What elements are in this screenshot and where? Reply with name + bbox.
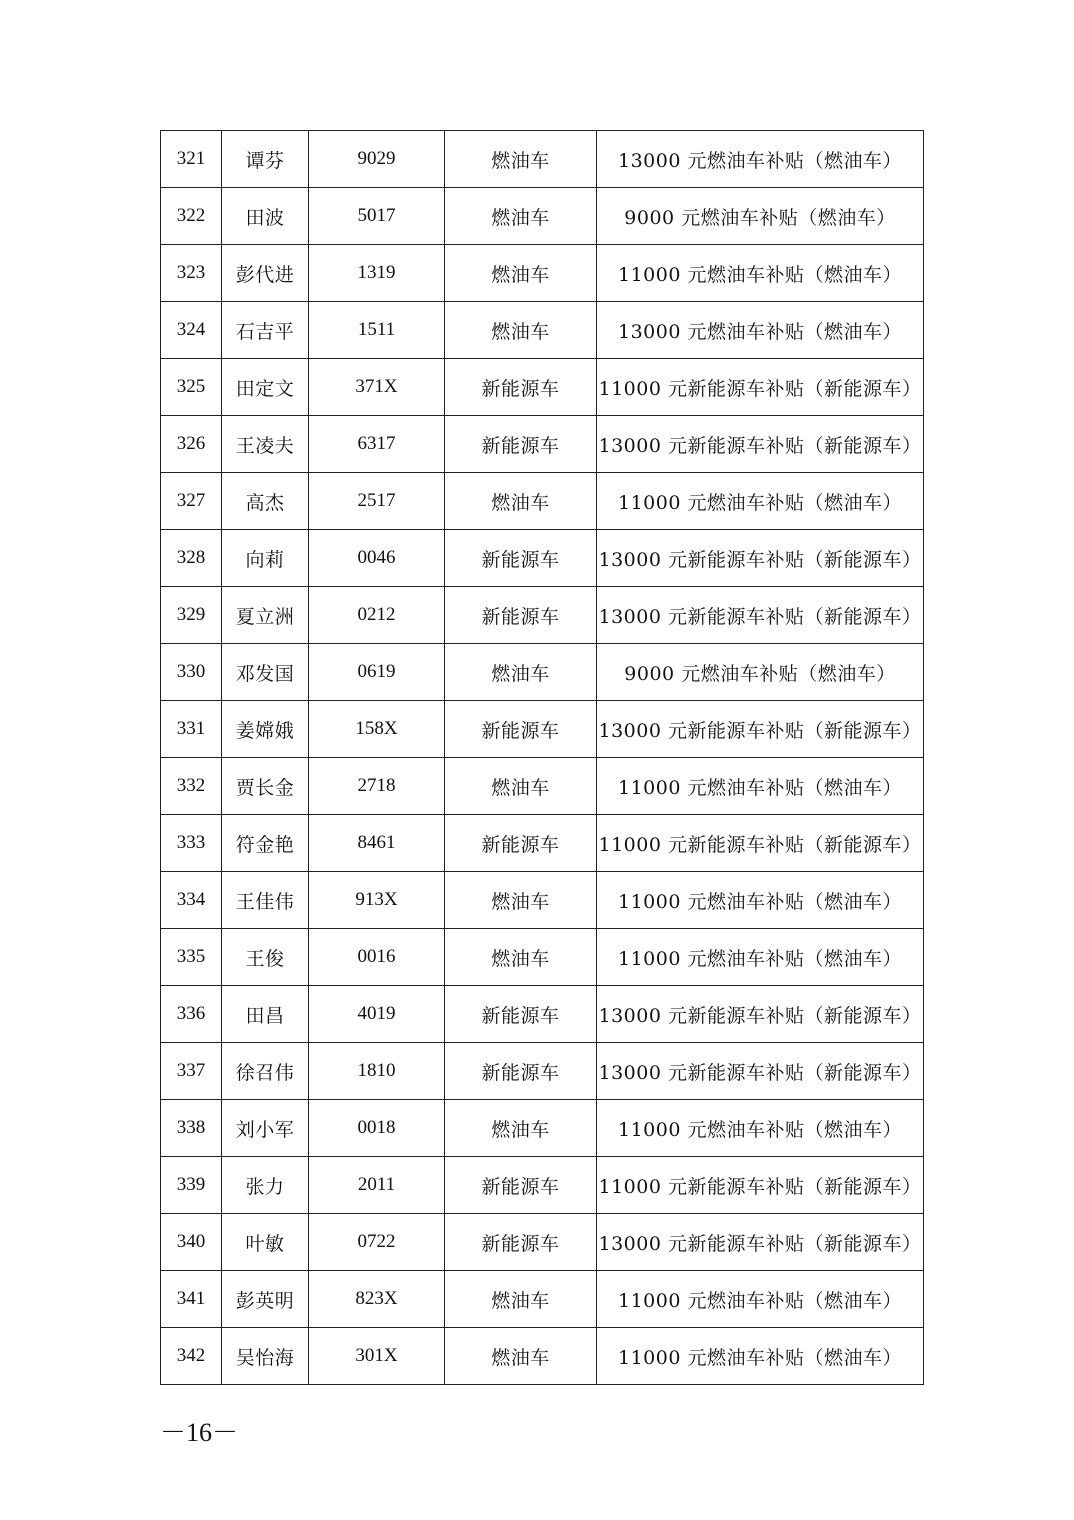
- row-number-cell: 322: [161, 188, 222, 245]
- table-row: [161, 1328, 924, 1385]
- table-row: [161, 416, 924, 473]
- row-number-cell: 326: [161, 416, 222, 473]
- row-number-cell: 334: [161, 872, 222, 929]
- table-row: [161, 701, 924, 758]
- row-number-cell: 329: [161, 587, 222, 644]
- applicant-name-cell: 符金艳: [222, 815, 309, 872]
- subsidy-cell: 13000 元新能源车补贴（新能源车）: [597, 701, 924, 758]
- row-number-cell: 337: [161, 1043, 222, 1100]
- id-suffix-cell: 0722: [309, 1214, 445, 1271]
- row-number-cell: 336: [161, 986, 222, 1043]
- table-row: [161, 587, 924, 644]
- vehicle-type-cell: 新能源车: [445, 416, 597, 473]
- applicant-name-cell: 彭代进: [222, 245, 309, 302]
- vehicle-type-cell: 新能源车: [445, 986, 597, 1043]
- applicant-name-cell: 王凌夫: [222, 416, 309, 473]
- table-row: [161, 1214, 924, 1271]
- subsidy-cell: 11000 元燃油车补贴（燃油车）: [597, 1271, 924, 1328]
- vehicle-type-cell: 燃油车: [445, 131, 597, 188]
- subsidy-cell: 11000 元燃油车补贴（燃油车）: [597, 245, 924, 302]
- vehicle-type-cell: 新能源车: [445, 815, 597, 872]
- id-suffix-cell: 913X: [309, 872, 445, 929]
- vehicle-type-cell: 燃油车: [445, 758, 597, 815]
- table-row: [161, 131, 924, 188]
- id-suffix-cell: 0018: [309, 1100, 445, 1157]
- id-suffix-cell: 301X: [309, 1328, 445, 1385]
- subsidy-cell: 13000 元新能源车补贴（新能源车）: [597, 986, 924, 1043]
- subsidy-cell: 13000 元燃油车补贴（燃油车）: [597, 302, 924, 359]
- id-suffix-cell: 0212: [309, 587, 445, 644]
- table-row: [161, 1271, 924, 1328]
- applicant-name-cell: 贾长金: [222, 758, 309, 815]
- subsidy-cell: 13000 元新能源车补贴（新能源车）: [597, 1214, 924, 1271]
- vehicle-type-cell: 燃油车: [445, 245, 597, 302]
- id-suffix-cell: 2011: [309, 1157, 445, 1214]
- vehicle-type-cell: 新能源车: [445, 701, 597, 758]
- vehicle-type-cell: 新能源车: [445, 1157, 597, 1214]
- applicant-name-cell: 徐召伟: [222, 1043, 309, 1100]
- applicant-name-cell: 彭英明: [222, 1271, 309, 1328]
- table-row: [161, 245, 924, 302]
- applicant-name-cell: 吴怡海: [222, 1328, 309, 1385]
- vehicle-type-cell: 新能源车: [445, 1214, 597, 1271]
- applicant-name-cell: 王佳伟: [222, 872, 309, 929]
- id-suffix-cell: 6317: [309, 416, 445, 473]
- roster-body: [161, 131, 924, 1385]
- subsidy-cell: 11000 元燃油车补贴（燃油车）: [597, 1328, 924, 1385]
- applicant-name-cell: 田波: [222, 188, 309, 245]
- table-row: [161, 1100, 924, 1157]
- id-suffix-cell: 1319: [309, 245, 445, 302]
- table-row: [161, 359, 924, 416]
- subsidy-cell: 13000 元新能源车补贴（新能源车）: [597, 530, 924, 587]
- page-number: －16－: [160, 1418, 239, 1447]
- applicant-name-cell: 王俊: [222, 929, 309, 986]
- subsidy-cell: 11000 元燃油车补贴（燃油车）: [597, 473, 924, 530]
- row-number-cell: 338: [161, 1100, 222, 1157]
- id-suffix-cell: 2718: [309, 758, 445, 815]
- id-suffix-cell: 1511: [309, 302, 445, 359]
- id-suffix-cell: 0016: [309, 929, 445, 986]
- row-number-cell: 335: [161, 929, 222, 986]
- row-number-cell: 333: [161, 815, 222, 872]
- id-suffix-cell: 8461: [309, 815, 445, 872]
- vehicle-type-cell: 燃油车: [445, 1100, 597, 1157]
- subsidy-cell: 13000 元新能源车补贴（新能源车）: [597, 1043, 924, 1100]
- applicant-name-cell: 邓发国: [222, 644, 309, 701]
- vehicle-type-cell: 燃油车: [445, 473, 597, 530]
- vehicle-type-cell: 燃油车: [445, 188, 597, 245]
- id-suffix-cell: 1810: [309, 1043, 445, 1100]
- vehicle-type-cell: 新能源车: [445, 1043, 597, 1100]
- id-suffix-cell: 9029: [309, 131, 445, 188]
- vehicle-type-cell: 新能源车: [445, 359, 597, 416]
- row-number-cell: 330: [161, 644, 222, 701]
- vehicle-type-cell: 燃油车: [445, 1328, 597, 1385]
- table-row: [161, 986, 924, 1043]
- applicant-name-cell: 刘小军: [222, 1100, 309, 1157]
- id-suffix-cell: 158X: [309, 701, 445, 758]
- row-number-cell: 341: [161, 1271, 222, 1328]
- row-number-cell: 331: [161, 701, 222, 758]
- subsidy-cell: 11000 元新能源车补贴（新能源车）: [597, 815, 924, 872]
- applicant-name-cell: 田昌: [222, 986, 309, 1043]
- vehicle-type-cell: 新能源车: [445, 530, 597, 587]
- id-suffix-cell: 0619: [309, 644, 445, 701]
- applicant-name-cell: 叶敏: [222, 1214, 309, 1271]
- row-number-cell: 328: [161, 530, 222, 587]
- subsidy-cell: 11000 元燃油车补贴（燃油车）: [597, 872, 924, 929]
- table-row: [161, 929, 924, 986]
- row-number-cell: 323: [161, 245, 222, 302]
- id-suffix-cell: 823X: [309, 1271, 445, 1328]
- applicant-name-cell: 向莉: [222, 530, 309, 587]
- row-number-cell: 342: [161, 1328, 222, 1385]
- applicant-name-cell: 谭芬: [222, 131, 309, 188]
- table-row: [161, 1043, 924, 1100]
- subsidy-cell: 11000 元燃油车补贴（燃油车）: [597, 929, 924, 986]
- id-suffix-cell: 5017: [309, 188, 445, 245]
- subsidy-cell: 13000 元新能源车补贴（新能源车）: [597, 416, 924, 473]
- vehicle-type-cell: 燃油车: [445, 929, 597, 986]
- table-row: [161, 815, 924, 872]
- row-number-cell: 321: [161, 131, 222, 188]
- table-row: [161, 188, 924, 245]
- vehicle-type-cell: 燃油车: [445, 302, 597, 359]
- subsidy-roster-table: [160, 130, 924, 1385]
- subsidy-cell: 11000 元燃油车补贴（燃油车）: [597, 758, 924, 815]
- applicant-name-cell: 张力: [222, 1157, 309, 1214]
- vehicle-type-cell: 新能源车: [445, 587, 597, 644]
- subsidy-cell: 13000 元新能源车补贴（新能源车）: [597, 587, 924, 644]
- vehicle-type-cell: 燃油车: [445, 644, 597, 701]
- subsidy-cell: 11000 元新能源车补贴（新能源车）: [597, 359, 924, 416]
- applicant-name-cell: 石吉平: [222, 302, 309, 359]
- id-suffix-cell: 0046: [309, 530, 445, 587]
- applicant-name-cell: 高杰: [222, 473, 309, 530]
- applicant-name-cell: 田定文: [222, 359, 309, 416]
- applicant-name-cell: 姜嫦娥: [222, 701, 309, 758]
- id-suffix-cell: 4019: [309, 986, 445, 1043]
- id-suffix-cell: 2517: [309, 473, 445, 530]
- subsidy-cell: 9000 元燃油车补贴（燃油车）: [597, 188, 924, 245]
- id-suffix-cell: 371X: [309, 359, 445, 416]
- row-number-cell: 327: [161, 473, 222, 530]
- subsidy-cell: 11000 元新能源车补贴（新能源车）: [597, 1157, 924, 1214]
- subsidy-cell: 9000 元燃油车补贴（燃油车）: [597, 644, 924, 701]
- subsidy-cell: 11000 元燃油车补贴（燃油车）: [597, 1100, 924, 1157]
- row-number-cell: 325: [161, 359, 222, 416]
- table-row: [161, 872, 924, 929]
- row-number-cell: 332: [161, 758, 222, 815]
- table-row: [161, 473, 924, 530]
- table-row: [161, 758, 924, 815]
- table-row: [161, 644, 924, 701]
- vehicle-type-cell: 燃油车: [445, 872, 597, 929]
- row-number-cell: 340: [161, 1214, 222, 1271]
- table-row: [161, 1157, 924, 1214]
- table-row: [161, 302, 924, 359]
- vehicle-type-cell: 燃油车: [445, 1271, 597, 1328]
- row-number-cell: 339: [161, 1157, 222, 1214]
- subsidy-cell: 13000 元燃油车补贴（燃油车）: [597, 131, 924, 188]
- table-row: [161, 530, 924, 587]
- applicant-name-cell: 夏立洲: [222, 587, 309, 644]
- row-number-cell: 324: [161, 302, 222, 359]
